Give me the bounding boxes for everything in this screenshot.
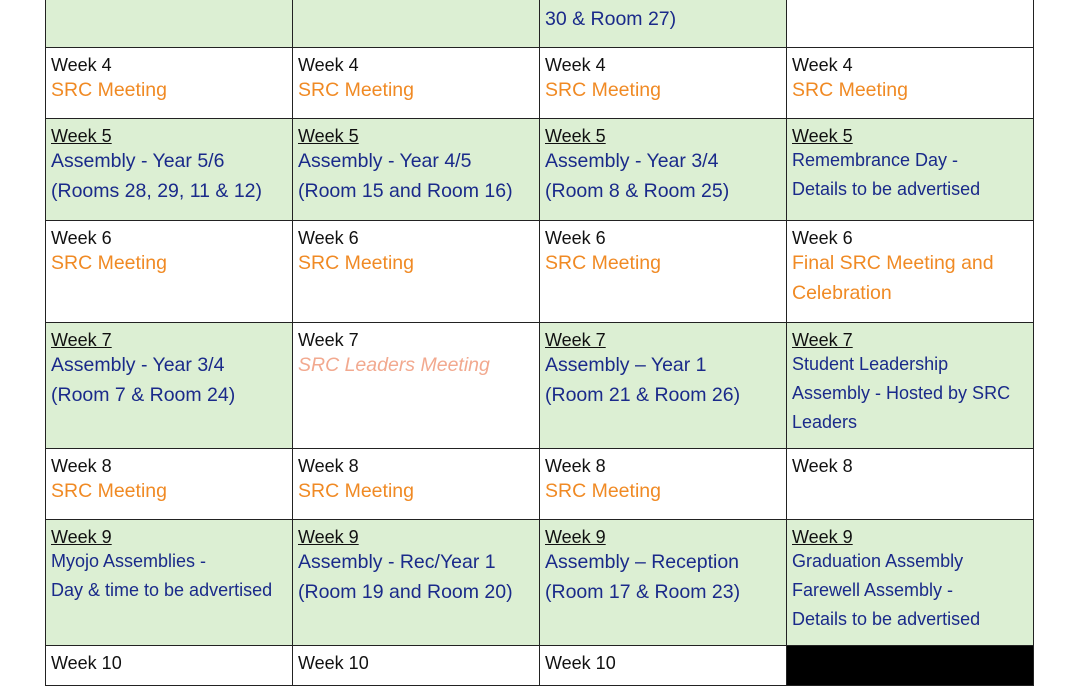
- schedule-cell: [293, 48, 540, 119]
- schedule-row: [46, 449, 1034, 520]
- schedule-cell: [787, 0, 1034, 48]
- schedule-cell: [540, 449, 787, 520]
- schedule-cell: [787, 323, 1034, 449]
- event-text: Final SRC Meeting and: [792, 252, 994, 274]
- event-text: SRC Meeting: [792, 79, 908, 101]
- week-label: Week 8: [792, 456, 853, 476]
- schedule-cell: [293, 449, 540, 520]
- event-text: (Room 8 & Room 25): [545, 180, 730, 202]
- event-text: Graduation Assembly: [792, 551, 964, 571]
- schedule-cell: [540, 119, 787, 221]
- schedule-cell: [46, 48, 293, 119]
- event-text: (Room 21 & Room 26): [545, 384, 741, 406]
- week-label: Week 7: [298, 330, 359, 350]
- week-label: Week 8: [545, 456, 606, 476]
- schedule-cell: [787, 449, 1034, 520]
- schedule-cell: [540, 323, 787, 449]
- schedule-row: [46, 646, 1034, 686]
- event-text: SRC Meeting: [298, 252, 414, 274]
- schedule-cell: [540, 48, 787, 119]
- event-text: Assembly - Year 3/4: [51, 354, 225, 376]
- event-text: Details to be advertised: [792, 179, 981, 199]
- schedule-cell: [293, 520, 540, 646]
- event-text: SRC Meeting: [298, 480, 414, 502]
- week-label: Week 10: [51, 653, 122, 673]
- week-label: Week 5: [298, 126, 359, 146]
- event-text: Details to be advertised: [792, 609, 981, 629]
- event-text: Farewell Assembly -: [792, 580, 954, 600]
- event-text: Assembly – Reception: [545, 551, 740, 573]
- schedule-cell: [46, 646, 293, 686]
- schedule-row: [46, 221, 1034, 323]
- schedule-row: [46, 0, 1034, 48]
- week-label: Week 5: [545, 126, 606, 146]
- event-text: 30 & Room 27): [545, 8, 677, 30]
- event-text: Leaders: [792, 412, 858, 432]
- schedule-cell: [540, 0, 787, 48]
- week-label: Week 8: [298, 456, 359, 476]
- week-label: Week 10: [545, 653, 616, 673]
- schedule-table: [45, 0, 1034, 686]
- week-label: Week 6: [298, 228, 359, 248]
- week-label: Week 9: [298, 527, 359, 547]
- week-label: Week 6: [545, 228, 606, 248]
- schedule-cell: [46, 323, 293, 449]
- week-label: Week 6: [792, 228, 853, 248]
- week-label: Week 9: [792, 527, 853, 547]
- event-text: Remembrance Day -: [792, 150, 959, 170]
- schedule-cell: [293, 323, 540, 449]
- event-text: Assembly - Year 4/5: [298, 150, 472, 172]
- week-label: Week 4: [298, 55, 359, 75]
- schedule-row: [46, 520, 1034, 646]
- schedule-cell: [46, 221, 293, 323]
- week-label: Week 10: [298, 653, 369, 673]
- schedule-cell: [787, 48, 1034, 119]
- schedule-cell: [540, 646, 787, 686]
- event-text: SRC Meeting: [545, 480, 661, 502]
- week-label: Week 9: [545, 527, 606, 547]
- event-text: Student Leadership: [792, 354, 949, 374]
- schedule-cell: [787, 221, 1034, 323]
- event-text: Assembly - Year 5/6: [51, 150, 225, 172]
- week-label: Week 4: [545, 55, 606, 75]
- event-text: SRC Meeting: [545, 252, 661, 274]
- schedule-cell: [540, 221, 787, 323]
- event-text: (Room 15 and Room 16): [298, 180, 513, 202]
- event-text: Assembly - Rec/Year 1: [298, 551, 496, 573]
- event-text: (Room 7 & Room 24): [51, 384, 236, 406]
- event-text: SRC Leaders Meeting: [298, 354, 490, 376]
- schedule-cell: [293, 221, 540, 323]
- week-label: Week 5: [51, 126, 112, 146]
- event-text: Day & time to be advertised: [51, 580, 273, 600]
- schedule-cell: [787, 520, 1034, 646]
- schedule-cell: [293, 646, 540, 686]
- schedule-cell: [293, 119, 540, 221]
- schedule-row: [46, 119, 1034, 221]
- week-label: Week 8: [51, 456, 112, 476]
- week-label: Week 9: [51, 527, 112, 547]
- event-text: SRC Meeting: [298, 79, 414, 101]
- week-label: Week 4: [51, 55, 112, 75]
- event-text: Assembly - Hosted by SRC: [792, 383, 1011, 403]
- event-text: SRC Meeting: [51, 480, 167, 502]
- schedule-cell: [46, 119, 293, 221]
- schedule-cell: [540, 520, 787, 646]
- week-label: Week 4: [792, 55, 853, 75]
- schedule-cell: [293, 0, 540, 48]
- event-text: (Room 19 and Room 20): [298, 581, 513, 603]
- week-label: Week 7: [545, 330, 606, 350]
- event-text: Assembly - Year 3/4: [545, 150, 719, 172]
- event-text: Assembly – Year 1: [545, 354, 707, 376]
- week-label: Week 5: [792, 126, 853, 146]
- week-label: Week 7: [792, 330, 853, 350]
- event-text: SRC Meeting: [545, 79, 661, 101]
- event-text: Celebration: [792, 282, 892, 304]
- schedule-cell: [46, 449, 293, 520]
- event-text: SRC Meeting: [51, 79, 167, 101]
- week-label: Week 6: [51, 228, 112, 248]
- schedule-row: [46, 48, 1034, 119]
- schedule-cell: [46, 0, 293, 48]
- schedule-cell: [46, 520, 293, 646]
- schedule-cell: [787, 646, 1034, 686]
- event-text: Myojo Assemblies -: [51, 551, 207, 571]
- event-text: SRC Meeting: [51, 252, 167, 274]
- event-text: (Room 17 & Room 23): [545, 581, 741, 603]
- event-text: (Rooms 28, 29, 11 & 12): [51, 180, 262, 202]
- schedule-cell: [787, 119, 1034, 221]
- schedule-row: [46, 323, 1034, 449]
- week-label: Week 7: [51, 330, 112, 350]
